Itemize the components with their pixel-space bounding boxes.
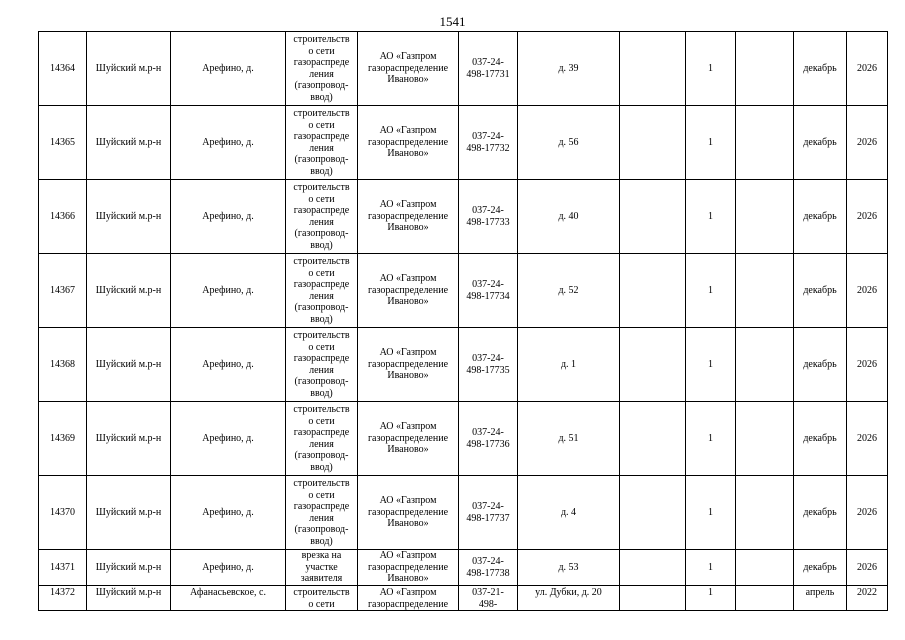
company-cell bbox=[358, 476, 459, 550]
year: 2026 bbox=[857, 561, 877, 573]
month-cell bbox=[794, 328, 847, 402]
address-cell bbox=[518, 254, 620, 328]
month: декабрь bbox=[803, 62, 837, 74]
district: Шуйский м.р-н bbox=[95, 210, 162, 222]
table-row bbox=[39, 254, 888, 328]
code-line: 037-24- bbox=[472, 501, 504, 512]
empty-cell bbox=[620, 106, 686, 180]
code-cell bbox=[459, 328, 518, 402]
year-cell bbox=[847, 254, 888, 328]
address-cell bbox=[518, 328, 620, 402]
company-line: Иваново» bbox=[387, 444, 429, 456]
registry-table bbox=[38, 31, 888, 611]
work-line: строительств bbox=[293, 256, 350, 267]
year-cell bbox=[847, 550, 888, 586]
work-line: о сети bbox=[308, 119, 335, 131]
district: Шуйский м.р-н bbox=[95, 506, 162, 518]
code-cell bbox=[459, 180, 518, 254]
table-row bbox=[39, 328, 888, 402]
month-cell bbox=[794, 550, 847, 586]
code-line: 037-24- bbox=[472, 205, 504, 216]
empty-cell bbox=[620, 476, 686, 550]
work-line: (газопровод- bbox=[294, 524, 349, 535]
district: Шуйский м.р-н bbox=[95, 284, 162, 296]
work-line: строительств bbox=[293, 330, 350, 341]
company-line: АО «Газпром bbox=[379, 550, 437, 562]
company-line: АО «Газпром bbox=[379, 273, 437, 285]
work-line: о сети bbox=[308, 598, 335, 610]
quantity: 1 bbox=[708, 561, 713, 573]
row-number: 14365 bbox=[50, 136, 75, 148]
work-type-cell bbox=[286, 402, 358, 476]
year: 2026 bbox=[857, 358, 877, 370]
work-line: (газопровод- bbox=[294, 228, 349, 239]
table-row bbox=[39, 402, 888, 476]
address: д. 56 bbox=[558, 136, 579, 148]
code-line: 498-17731 bbox=[466, 68, 510, 80]
company-line: Иваново» bbox=[387, 573, 429, 585]
work-line: (газопровод- bbox=[294, 154, 349, 165]
company-line: АО «Газпром bbox=[379, 347, 437, 359]
work-line: газораспреде bbox=[293, 353, 350, 364]
row-number-cell bbox=[39, 254, 87, 328]
company-line: АО «Газпром bbox=[379, 199, 437, 211]
district-cell bbox=[87, 328, 171, 402]
company-line: АО «Газпром bbox=[379, 51, 437, 63]
district: Шуйский м.р-н bbox=[95, 561, 162, 573]
work-line: заявителя bbox=[300, 573, 343, 585]
work-line: газораспреде bbox=[293, 427, 350, 438]
month-cell bbox=[794, 254, 847, 328]
work-line: строительств bbox=[293, 34, 350, 45]
work-line: врезка на bbox=[301, 550, 342, 562]
company-line: газораспределение bbox=[367, 136, 449, 148]
work-line: (газопровод- bbox=[294, 450, 349, 461]
quantity-cell bbox=[686, 586, 736, 611]
work-type-cell bbox=[286, 586, 358, 611]
empty-cell bbox=[620, 402, 686, 476]
month: декабрь bbox=[803, 210, 837, 222]
settlement-cell bbox=[171, 328, 286, 402]
empty-cell bbox=[736, 106, 794, 180]
row-number-cell bbox=[39, 106, 87, 180]
code-cell bbox=[459, 476, 518, 550]
company-line: газораспределение bbox=[367, 598, 449, 610]
work-line: ления bbox=[309, 438, 334, 450]
district-cell bbox=[87, 476, 171, 550]
quantity-cell bbox=[686, 402, 736, 476]
address: д. 39 bbox=[558, 62, 579, 74]
row-number-cell bbox=[39, 328, 87, 402]
empty-cell bbox=[736, 180, 794, 254]
work-line: ввод) bbox=[310, 91, 333, 103]
code-cell bbox=[459, 550, 518, 586]
settlement: Арефино, д. bbox=[202, 210, 254, 222]
company-line: Иваново» bbox=[387, 74, 429, 86]
district-cell bbox=[87, 402, 171, 476]
row-number-cell bbox=[39, 32, 87, 106]
quantity: 1 bbox=[708, 284, 713, 296]
work-line: строительств bbox=[293, 182, 350, 193]
empty-cell bbox=[620, 180, 686, 254]
quantity-cell bbox=[686, 254, 736, 328]
work-type-cell bbox=[286, 254, 358, 328]
company-line: газораспределение bbox=[367, 284, 449, 296]
empty-cell bbox=[736, 476, 794, 550]
quantity-cell bbox=[686, 550, 736, 586]
table-row bbox=[39, 586, 888, 611]
empty-cell bbox=[736, 402, 794, 476]
district: Шуйский м.р-н bbox=[95, 136, 162, 148]
company-line: АО «Газпром bbox=[379, 495, 437, 507]
quantity-cell bbox=[686, 476, 736, 550]
row-number-cell bbox=[39, 180, 87, 254]
month: декабрь bbox=[803, 561, 837, 573]
month: декабрь bbox=[803, 284, 837, 296]
empty-cell bbox=[620, 328, 686, 402]
year: 2026 bbox=[857, 506, 877, 518]
row-number: 14369 bbox=[50, 432, 75, 444]
work-line: газораспреде bbox=[293, 279, 350, 290]
row-number: 14367 bbox=[50, 284, 75, 296]
company-line: Иваново» bbox=[387, 148, 429, 160]
company-line: газораспределение bbox=[367, 210, 449, 222]
company-line: АО «Газпром bbox=[379, 125, 437, 137]
row-number: 14370 bbox=[50, 506, 75, 518]
row-number: 14371 bbox=[50, 561, 75, 573]
settlement: Арефино, д. bbox=[202, 136, 254, 148]
row-number-cell bbox=[39, 402, 87, 476]
year-cell bbox=[847, 402, 888, 476]
work-type-cell bbox=[286, 106, 358, 180]
work-line: ления bbox=[309, 290, 334, 302]
district: Шуйский м.р-н bbox=[95, 62, 162, 74]
settlement-cell bbox=[171, 402, 286, 476]
table-row bbox=[39, 32, 888, 106]
code-cell bbox=[459, 586, 518, 611]
work-line: ления bbox=[309, 142, 334, 154]
work-line: о сети bbox=[308, 45, 335, 57]
code-line: 037-24- bbox=[472, 427, 504, 438]
work-line: о сети bbox=[308, 267, 335, 279]
empty-cell bbox=[736, 328, 794, 402]
year-cell bbox=[847, 328, 888, 402]
empty-cell bbox=[736, 586, 794, 611]
work-line: участке bbox=[305, 561, 338, 573]
empty-cell bbox=[620, 32, 686, 106]
empty-cell bbox=[620, 254, 686, 328]
work-line: (газопровод- bbox=[294, 80, 349, 91]
code-line: 037-24- bbox=[472, 353, 504, 364]
settlement: Арефино, д. bbox=[202, 62, 254, 74]
settlement: Арефино, д. bbox=[202, 358, 254, 370]
work-line: газораспреде bbox=[293, 131, 350, 142]
empty-cell bbox=[620, 550, 686, 586]
settlement: Афанасьевское, с. bbox=[190, 587, 266, 598]
company-cell bbox=[358, 254, 459, 328]
address: д. 52 bbox=[558, 284, 579, 296]
empty-cell bbox=[736, 32, 794, 106]
settlement: Арефино, д. bbox=[202, 284, 254, 296]
address: д. 4 bbox=[560, 506, 577, 518]
year-cell bbox=[847, 586, 888, 611]
year: 2026 bbox=[857, 136, 877, 148]
company-cell bbox=[358, 402, 459, 476]
code-line: 498-17735 bbox=[466, 364, 510, 376]
settlement: Арефино, д. bbox=[202, 432, 254, 444]
work-line: ления bbox=[309, 512, 334, 524]
address-cell bbox=[518, 402, 620, 476]
month-cell bbox=[794, 180, 847, 254]
company-cell bbox=[358, 32, 459, 106]
quantity: 1 bbox=[708, 210, 713, 222]
page-number: 1541 bbox=[439, 14, 466, 29]
address: ул. Дубки, д. 20 bbox=[535, 587, 602, 598]
address-cell bbox=[518, 106, 620, 180]
code-cell bbox=[459, 402, 518, 476]
code-cell bbox=[459, 254, 518, 328]
company-line: Иваново» bbox=[387, 296, 429, 308]
code-line: 037-21- bbox=[472, 587, 504, 598]
district-cell bbox=[87, 550, 171, 586]
empty-cell bbox=[736, 550, 794, 586]
code-cell bbox=[459, 106, 518, 180]
district: Шуйский м.р-н bbox=[95, 432, 162, 444]
work-type-cell bbox=[286, 476, 358, 550]
row-number-cell bbox=[39, 550, 87, 586]
row-number: 14364 bbox=[50, 62, 75, 74]
settlement-cell bbox=[171, 254, 286, 328]
settlement: Арефино, д. bbox=[202, 561, 254, 573]
code-line: 498- bbox=[478, 598, 498, 610]
month-cell bbox=[794, 586, 847, 611]
quantity: 1 bbox=[708, 136, 713, 148]
work-line: ввод) bbox=[310, 165, 333, 177]
quantity: 1 bbox=[708, 432, 713, 444]
company-cell bbox=[358, 180, 459, 254]
year: 2026 bbox=[857, 432, 877, 444]
company-line: газораспределение bbox=[367, 561, 449, 573]
address: д. 40 bbox=[558, 210, 579, 222]
district-cell bbox=[87, 254, 171, 328]
year: 2026 bbox=[857, 284, 877, 296]
company-line: газораспределение bbox=[367, 432, 449, 444]
year-cell bbox=[847, 180, 888, 254]
settlement-cell bbox=[171, 476, 286, 550]
work-line: строительств bbox=[293, 108, 350, 119]
company-line: газораспределение bbox=[367, 62, 449, 74]
work-line: ввод) bbox=[310, 313, 333, 325]
company-cell bbox=[358, 328, 459, 402]
settlement-cell bbox=[171, 586, 286, 611]
quantity: 1 bbox=[708, 587, 713, 598]
address-cell bbox=[518, 550, 620, 586]
work-line: ввод) bbox=[310, 387, 333, 399]
month: апрель bbox=[805, 587, 835, 598]
work-line: строительств bbox=[293, 587, 350, 598]
code-line: 498-17732 bbox=[466, 142, 510, 154]
code-line: 498-17733 bbox=[466, 216, 510, 228]
month: декабрь bbox=[803, 432, 837, 444]
work-line: о сети bbox=[308, 193, 335, 205]
month-cell bbox=[794, 32, 847, 106]
address-cell bbox=[518, 586, 620, 611]
quantity: 1 bbox=[708, 358, 713, 370]
company-line: АО «Газпром bbox=[379, 587, 437, 598]
work-line: газораспреде bbox=[293, 205, 350, 216]
district-cell bbox=[87, 180, 171, 254]
district: Шуйский м.р-н bbox=[95, 587, 162, 598]
work-line: ления bbox=[309, 68, 334, 80]
year: 2026 bbox=[857, 62, 877, 74]
settlement-cell bbox=[171, 32, 286, 106]
row-number: 14368 bbox=[50, 358, 75, 370]
work-line: о сети bbox=[308, 341, 335, 353]
code-line: 037-24- bbox=[472, 131, 504, 142]
company-line: газораспределение bbox=[367, 358, 449, 370]
work-type-cell bbox=[286, 32, 358, 106]
work-line: (газопровод- bbox=[294, 376, 349, 387]
quantity: 1 bbox=[708, 62, 713, 74]
code-line: 498-17734 bbox=[466, 290, 510, 302]
month: декабрь bbox=[803, 358, 837, 370]
address: д. 1 bbox=[560, 358, 577, 370]
work-line: строительств bbox=[293, 404, 350, 415]
year: 2022 bbox=[857, 587, 877, 598]
row-number-cell bbox=[39, 586, 87, 611]
work-line: ления bbox=[309, 364, 334, 376]
code-line: 498-17738 bbox=[466, 567, 510, 579]
district: Шуйский м.р-н bbox=[95, 358, 162, 370]
empty-cell bbox=[736, 254, 794, 328]
table-row bbox=[39, 106, 888, 180]
work-line: строительств bbox=[293, 478, 350, 489]
code-line: 037-24- bbox=[472, 556, 504, 567]
company-line: Иваново» bbox=[387, 518, 429, 530]
work-line: газораспреде bbox=[293, 501, 350, 512]
work-line: ввод) bbox=[310, 535, 333, 547]
company-cell bbox=[358, 550, 459, 586]
settlement-cell bbox=[171, 180, 286, 254]
company-line: газораспределение bbox=[367, 506, 449, 518]
row-number: 14372 bbox=[50, 587, 75, 598]
settlement-cell bbox=[171, 106, 286, 180]
work-type-cell bbox=[286, 550, 358, 586]
empty-cell bbox=[620, 586, 686, 611]
year-cell bbox=[847, 106, 888, 180]
quantity: 1 bbox=[708, 506, 713, 518]
row-number: 14366 bbox=[50, 210, 75, 222]
work-type-cell bbox=[286, 180, 358, 254]
work-line: о сети bbox=[308, 489, 335, 501]
year-cell bbox=[847, 32, 888, 106]
address-cell bbox=[518, 180, 620, 254]
company-line: АО «Газпром bbox=[379, 421, 437, 433]
address-cell bbox=[518, 32, 620, 106]
work-line: ввод) bbox=[310, 239, 333, 251]
quantity-cell bbox=[686, 32, 736, 106]
district-cell bbox=[87, 32, 171, 106]
settlement: Арефино, д. bbox=[202, 506, 254, 518]
table-row bbox=[39, 476, 888, 550]
month: декабрь bbox=[803, 136, 837, 148]
year-cell bbox=[847, 476, 888, 550]
table-row bbox=[39, 550, 888, 586]
year: 2026 bbox=[857, 210, 877, 222]
quantity-cell bbox=[686, 328, 736, 402]
row-number-cell bbox=[39, 476, 87, 550]
company-cell bbox=[358, 586, 459, 611]
address: д. 51 bbox=[558, 432, 579, 444]
company-line: Иваново» bbox=[387, 222, 429, 234]
company-line: Иваново» bbox=[387, 370, 429, 382]
settlement-cell bbox=[171, 550, 286, 586]
month: декабрь bbox=[803, 506, 837, 518]
month-cell bbox=[794, 402, 847, 476]
code-cell bbox=[459, 32, 518, 106]
work-line: (газопровод- bbox=[294, 302, 349, 313]
code-line: 498-17737 bbox=[466, 512, 510, 524]
district-cell bbox=[87, 586, 171, 611]
quantity-cell bbox=[686, 106, 736, 180]
work-line: ввод) bbox=[310, 461, 333, 473]
district-cell bbox=[87, 106, 171, 180]
work-line: газораспреде bbox=[293, 57, 350, 68]
address: д. 53 bbox=[558, 561, 579, 573]
code-line: 037-24- bbox=[472, 57, 504, 68]
work-line: ления bbox=[309, 216, 334, 228]
month-cell bbox=[794, 106, 847, 180]
table-row bbox=[39, 180, 888, 254]
work-line: о сети bbox=[308, 415, 335, 427]
address-cell bbox=[518, 476, 620, 550]
company-cell bbox=[358, 106, 459, 180]
code-line: 498-17736 bbox=[466, 438, 510, 450]
work-type-cell bbox=[286, 328, 358, 402]
month-cell bbox=[794, 476, 847, 550]
quantity-cell bbox=[686, 180, 736, 254]
code-line: 037-24- bbox=[472, 279, 504, 290]
